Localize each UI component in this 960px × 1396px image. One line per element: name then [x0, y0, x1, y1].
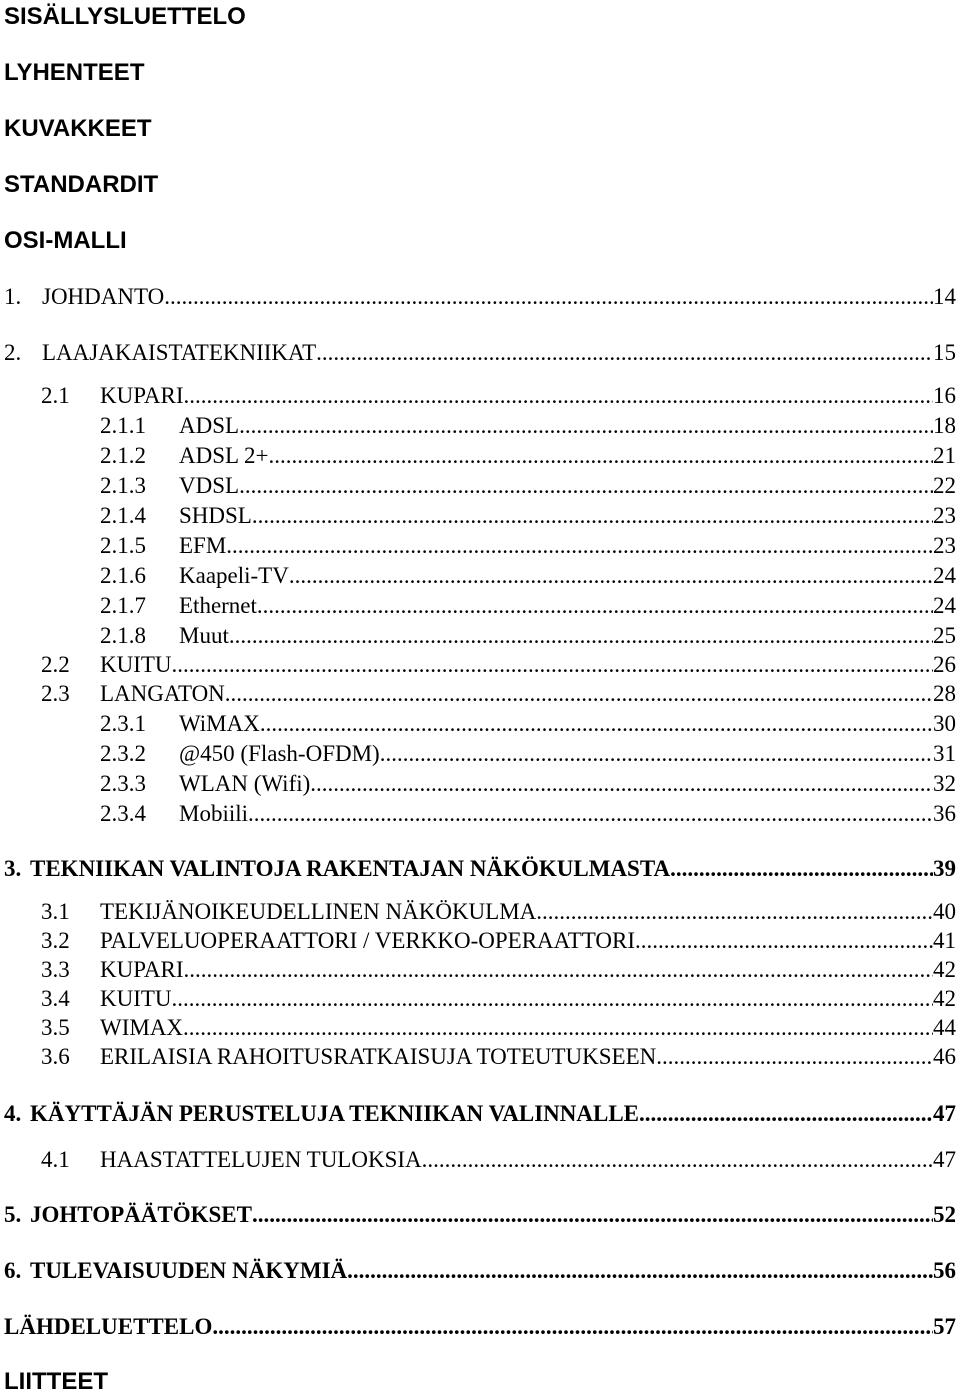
- toc-number: 2.1.1: [100, 413, 146, 438]
- standards-heading: STANDARDIT: [4, 171, 159, 198]
- abbreviations-heading: LYHENTEET: [4, 59, 145, 86]
- toc-entry: [41, 382, 956, 410]
- toc-number: 3.1: [41, 899, 70, 924]
- toc-number: 2.2: [41, 652, 70, 677]
- toc-entry: [4, 1313, 956, 1341]
- toc-title: LANGATON: [100, 681, 225, 706]
- toc-leader: [380, 740, 933, 768]
- toc-leader: [183, 1014, 933, 1042]
- toc-entry: [100, 740, 956, 768]
- toc-number: 6.: [4, 1258, 22, 1283]
- toc-page-number: 14: [933, 284, 956, 309]
- appendices-heading: LIITTEET: [4, 1368, 108, 1395]
- toc-entry: [100, 442, 956, 470]
- toc-number: 2.1.2: [100, 443, 146, 468]
- toc-page-number: 40: [933, 899, 956, 924]
- toc-page-number: 23: [933, 503, 956, 528]
- toc-number: 3.: [4, 856, 22, 881]
- toc-page-number: 15: [933, 340, 956, 365]
- toc-leader: [248, 800, 933, 828]
- toc-entry: [4, 855, 956, 883]
- toc-entry: [100, 592, 956, 620]
- toc-page-number: 28: [933, 681, 956, 706]
- toc-number: 3.2: [41, 928, 70, 953]
- toc-title: ADSL 2+: [179, 443, 269, 468]
- toc-number: 3.4: [41, 986, 70, 1011]
- toc-leader: [184, 956, 933, 984]
- toc-number: 2.3: [41, 681, 70, 706]
- contents-heading: SISÄLLYSLUETTELO: [4, 3, 246, 30]
- toc-entry: [41, 1146, 956, 1174]
- toc-title: KUPARI: [100, 383, 184, 408]
- toc-leader: [289, 562, 933, 590]
- toc-page-number: 31: [933, 741, 956, 766]
- toc-title: HAASTATTELUJEN TULOKSIA: [100, 1147, 422, 1172]
- toc-title: KUITU: [100, 652, 172, 677]
- toc-title: KUITU: [100, 986, 172, 1011]
- toc-title: SHDSL: [179, 503, 252, 528]
- toc-number: 4.1: [41, 1147, 70, 1172]
- toc-title: LAAJAKAISTATEKNIIKAT: [42, 340, 317, 365]
- toc-page-number: 25: [933, 623, 956, 648]
- toc-page-number: 21: [933, 443, 956, 468]
- toc-number: 2.1.5: [100, 533, 146, 558]
- toc-leader: [422, 1146, 933, 1174]
- toc-page-number: 18: [933, 413, 956, 438]
- toc-entry: [100, 770, 956, 798]
- toc-leader: [347, 1257, 933, 1285]
- toc-page-number: 26: [933, 652, 956, 677]
- toc-entry: [4, 283, 956, 311]
- toc-entry: [41, 927, 956, 955]
- toc-page-number: 24: [933, 593, 956, 618]
- toc-number: 1.: [4, 284, 22, 309]
- toc-title: LÄHDELUETTELO: [4, 1314, 213, 1339]
- toc-leader: [536, 898, 933, 926]
- toc-leader: [260, 710, 933, 738]
- toc-title: WIMAX: [100, 1015, 184, 1040]
- toc-entry: [41, 956, 956, 984]
- toc-entry: [100, 472, 956, 500]
- toc-number: 5.: [4, 1202, 22, 1227]
- toc-title: ADSL: [179, 413, 240, 438]
- toc-number: 2.1.8: [100, 623, 146, 648]
- toc-page-number: 44: [933, 1015, 956, 1040]
- toc-entry: [4, 1100, 956, 1128]
- toc-title: ERILAISIA RAHOITUSRATKAISUJA TOTEUTUKSEEN: [100, 1044, 657, 1069]
- toc-title: KÄYTTÄJÄN PERUSTELUJA TEKNIIKAN VALINNALLE: [30, 1101, 640, 1126]
- toc-leader: [656, 1043, 933, 1071]
- toc-page-number: 32: [933, 771, 956, 796]
- toc-number: 2.1.3: [100, 473, 146, 498]
- toc-title: KUPARI: [100, 957, 184, 982]
- toc-entry: [41, 985, 956, 1013]
- toc-entry: [100, 562, 956, 590]
- toc-number: 2.3.2: [100, 741, 146, 766]
- toc-title: TULEVAISUUDEN NÄKYMIÄ: [30, 1258, 348, 1283]
- toc-leader: [164, 283, 933, 311]
- toc-page-number: 46: [933, 1044, 956, 1069]
- toc-title: TEKNIIKAN VALINTOJA RAKENTAJAN NÄKÖKULMASTA: [30, 856, 671, 881]
- toc-page-number: 52: [933, 1202, 956, 1227]
- toc-leader: [639, 1100, 933, 1128]
- toc-title: Ethernet: [179, 593, 257, 618]
- toc-title: JOHTOPÄÄTÖKSET: [30, 1202, 252, 1227]
- toc-entry: [100, 710, 956, 738]
- toc-number: 3.5: [41, 1015, 70, 1040]
- toc-leader: [310, 770, 933, 798]
- toc-number: 2.3.3: [100, 771, 146, 796]
- toc-page-number: 41: [933, 928, 956, 953]
- toc-leader: [225, 680, 933, 708]
- toc-leader: [257, 592, 933, 620]
- toc-title: EFM: [179, 533, 227, 558]
- toc-title: JOHDANTO: [42, 284, 165, 309]
- toc-page-number: 30: [933, 711, 956, 736]
- toc-page-number: 56: [933, 1258, 956, 1283]
- toc-number: 2.1.4: [100, 503, 146, 528]
- toc-leader: [252, 1201, 933, 1229]
- toc-leader: [670, 855, 933, 883]
- toc-leader: [212, 1313, 933, 1341]
- toc-leader: [229, 622, 933, 650]
- toc-page-number: 16: [933, 383, 956, 408]
- toc-entry: [4, 339, 956, 367]
- toc-page-number: 47: [933, 1101, 956, 1126]
- toc-title: TEKIJÄNOIKEUDELLINEN NÄKÖKULMA: [100, 899, 537, 924]
- toc-title: PALVELUOPERAATTORI / VERKKO-OPERAATTORI: [100, 928, 636, 953]
- toc-entry: [4, 1201, 956, 1229]
- toc-entry: [100, 502, 956, 530]
- toc-title: Muut: [179, 623, 229, 648]
- toc-entry: [41, 898, 956, 926]
- toc-page-number: 22: [933, 473, 956, 498]
- toc-entry: [100, 622, 956, 650]
- toc-entry: [41, 1043, 956, 1071]
- toc-page-number: 39: [933, 856, 956, 881]
- toc-leader: [239, 472, 933, 500]
- toc-number: 2.: [4, 340, 22, 365]
- toc-number: 2.1.7: [100, 593, 146, 618]
- toc-number: 2.3.1: [100, 711, 146, 736]
- osi-model-heading: OSI-MALLI: [4, 227, 127, 254]
- toc-title: Mobiili: [179, 801, 249, 826]
- toc-entry: [41, 680, 956, 708]
- toc-page-number: 42: [933, 986, 956, 1011]
- toc-page-number: 47: [933, 1147, 956, 1172]
- toc-entry: [100, 532, 956, 560]
- toc-number: 3.6: [41, 1044, 70, 1069]
- toc-leader: [316, 339, 933, 367]
- toc-number: 2.1: [41, 383, 70, 408]
- toc-leader: [239, 412, 933, 440]
- toc-leader: [172, 651, 933, 679]
- toc-entry: [100, 800, 956, 828]
- toc-title: VDSL: [179, 473, 240, 498]
- toc-leader: [268, 442, 933, 470]
- toc-number: 4.: [4, 1101, 22, 1126]
- toc-title: WiMAX: [179, 711, 260, 736]
- toc-entry: [4, 1257, 956, 1285]
- toc-leader: [252, 502, 933, 530]
- toc-number: 2.1.6: [100, 563, 146, 588]
- toc-title: WLAN (Wifi): [179, 771, 311, 796]
- toc-leader: [635, 927, 933, 955]
- toc-page-number: 36: [933, 801, 956, 826]
- toc-entry: [100, 412, 956, 440]
- toc-page-number: 23: [933, 533, 956, 558]
- toc-entry: [41, 1014, 956, 1042]
- figures-heading: KUVAKKEET: [4, 115, 152, 142]
- toc-page-number: 57: [933, 1314, 956, 1339]
- toc-page-number: 42: [933, 957, 956, 982]
- toc-leader: [172, 985, 933, 1013]
- toc-title: Kaapeli-TV: [179, 563, 289, 588]
- toc-entry: [41, 651, 956, 679]
- toc-number: 2.3.4: [100, 801, 146, 826]
- toc-number: 3.3: [41, 957, 70, 982]
- toc-page-number: 24: [933, 563, 956, 588]
- toc-title: @450 (Flash-OFDM): [179, 741, 380, 766]
- toc-leader: [226, 532, 933, 560]
- toc-leader: [184, 382, 933, 410]
